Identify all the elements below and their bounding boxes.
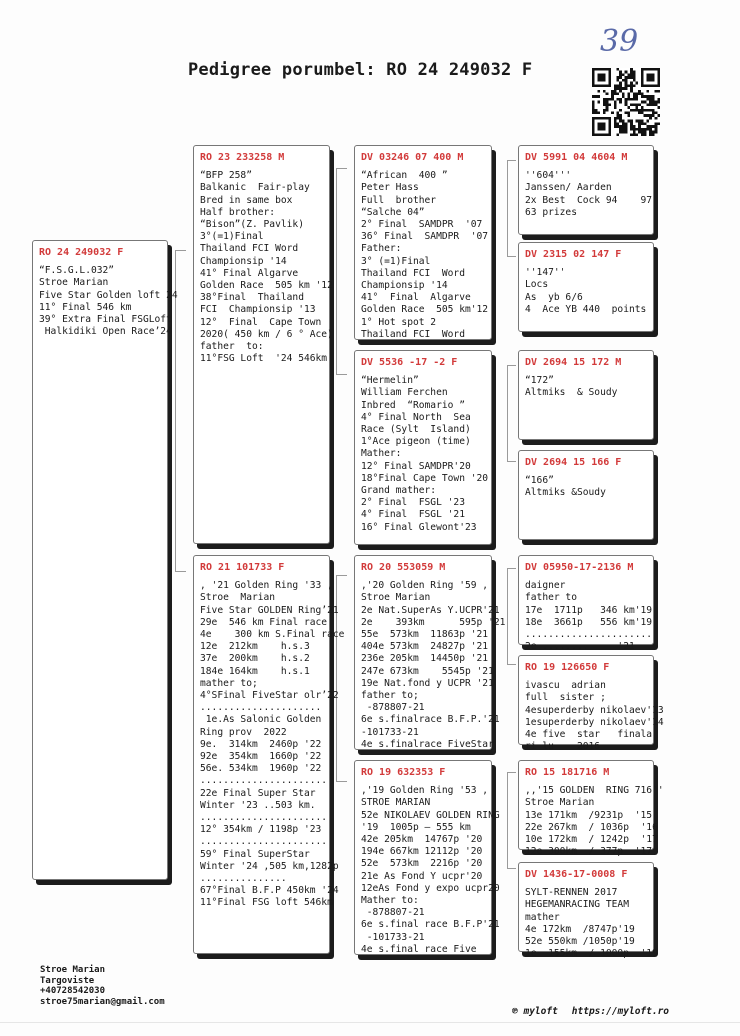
note-line: ..................... — [200, 702, 322, 714]
owner-name: Stroe Marian — [40, 965, 106, 975]
pigeon-card-sire-dam-sire[interactable] — [518, 350, 654, 440]
note-line: Bred in same box — [200, 194, 293, 206]
note-line: 4e 172km /8747p'19 — [525, 923, 635, 935]
ring-number: RO 20 553059 M — [361, 562, 446, 573]
note-line: father to — [525, 592, 577, 604]
note-line: 184e 164km h.s.1 — [200, 665, 310, 677]
note-line: 21e As Fond Y ucpr'20 — [361, 870, 483, 882]
ring-number: DV 5536 -17 -2 F — [361, 357, 458, 368]
note-line: FCI Championsip '13 — [200, 304, 316, 316]
note-line: 41° Final Algarve — [200, 267, 299, 279]
note-line: 11° Final 546 km — [39, 301, 132, 313]
note-line: 4e five star finala — [525, 729, 653, 741]
note-line: 56e. 534km 1960p '22 — [200, 763, 322, 775]
note-line: Thailand FCI Word — [361, 328, 465, 340]
note-line: “172” — [525, 375, 554, 387]
note-line: William Ferchen — [361, 387, 448, 399]
note-line: Altmiks & Soudy — [525, 387, 618, 399]
note-line: Locs — [525, 279, 549, 291]
note-line: 4 Ace YB 440 points — [525, 303, 647, 315]
pedigree-notes — [33, 265, 178, 338]
note-line: -878807-21 — [361, 907, 425, 919]
note-line: Full brother — [361, 194, 437, 206]
note-line: 10e 172km / 1242p '17 — [525, 834, 658, 846]
note-line: ...................... — [200, 812, 328, 824]
note-line: 36° Final SAMDPR '07 — [361, 231, 489, 243]
note-line: 1° Hot spot 2 — [361, 316, 437, 328]
note-line: Five Star Golden loft 24 — [39, 289, 178, 301]
note-line: 9e. 314km 2460p '22 — [200, 738, 322, 750]
note-line: 2x Best Cock 94 97 — [525, 194, 653, 206]
ring-number: DV 2315 02 147 F — [525, 249, 622, 260]
note-line: 4e s.final race Five — [361, 943, 477, 955]
page-title: Pedigree porumbel: RO 24 249032 F — [188, 60, 533, 80]
pedigree-notes — [519, 680, 664, 753]
note-line: 52e 550km /1050p'19 — [525, 936, 635, 948]
note-line: Winter '23 ..503 km. — [200, 799, 316, 811]
note-line: 29e 546 km Final race — [200, 616, 328, 628]
note-line: 11°Final FSG loft 546km — [200, 897, 333, 909]
note-line: 12eAs Fond y expo ucpr20 — [361, 882, 500, 894]
note-line: STROE MARIAN — [361, 797, 431, 809]
note-line: 2e ........ '21 — [525, 641, 635, 653]
pedigree-notes — [519, 475, 653, 499]
note-line: “Hermelin” — [361, 375, 419, 387]
ring-number: DV 2694 15 172 M — [525, 357, 622, 368]
owner-info — [40, 965, 165, 1007]
pedigree-notes — [194, 170, 333, 365]
note-line: , '21 Golden Ring '33 , — [200, 580, 333, 592]
note-line: 16° Final Glewont'23 — [361, 521, 477, 533]
note-line: 4° Final North Sea — [361, 411, 471, 423]
pedigree-notes — [194, 580, 345, 909]
pigeon-card-sire-dam-dam[interactable] — [518, 450, 654, 540]
note-line: Janssen/ Aarden — [525, 182, 612, 194]
pedigree-notes — [519, 785, 664, 858]
ring-number: RO 24 249032 F — [39, 247, 124, 258]
note-line: Mather to: — [361, 895, 419, 907]
note-line: Golden Race 505 km '12 — [200, 280, 333, 292]
note-line: mather to; — [200, 677, 258, 689]
note-line: “African 400 ” — [361, 170, 448, 182]
note-line: 19e Nat.fond y UCPR '21 — [361, 677, 494, 689]
note-line: 59° Final SuperStar — [200, 848, 310, 860]
note-line: 63 prizes — [525, 206, 577, 218]
pedigree-notes — [355, 580, 506, 751]
note-line: full sister ; — [525, 692, 606, 704]
note-line: Peter Hass — [361, 182, 419, 194]
pigeon-card-dam-dam[interactable] — [354, 760, 500, 955]
note-line: As yb 6/6 — [525, 291, 583, 303]
note-line: -878807-21 — [361, 702, 425, 714]
pigeon-card-sire-sire-sire[interactable] — [518, 145, 654, 235]
note-line: 67°Final B.F.P 450km '24 — [200, 885, 339, 897]
myloft-logo — [512, 1006, 669, 1017]
logo-text: myloft — [523, 1006, 558, 1017]
connector-line — [507, 772, 516, 869]
owner-city: Targoviste — [40, 975, 95, 986]
pigeon-card-sire-dam[interactable] — [354, 350, 492, 545]
connector-line — [507, 160, 516, 257]
note-line: 2e 393km 595p '21 — [361, 616, 506, 628]
note-line: Half brother: — [200, 206, 276, 218]
connector-line — [336, 168, 347, 375]
ring-number: DV 03246 07 400 M — [361, 152, 464, 163]
note-line: 37e 200km h.s.2 — [200, 653, 310, 665]
note-line: 13e 171km /9231p '15 — [525, 809, 653, 821]
ring-number: RO 15 181716 M — [525, 767, 610, 778]
note-line: ...................... — [525, 629, 653, 641]
note-line: Mather: — [361, 448, 402, 460]
note-line: Balkanic Fair-play — [200, 182, 310, 194]
note-line: “F.S.G.L.032” — [39, 265, 115, 277]
note-line: 247e 673km 5545p '21 — [361, 665, 494, 677]
note-line: “Bison”(Z. Pavlik) — [200, 219, 304, 231]
pigeon-card-dam-sire-dam[interactable] — [518, 655, 664, 753]
note-line: 41° Final Algarve — [361, 292, 471, 304]
pigeon-card-dam-dam-dam[interactable] — [518, 862, 658, 960]
page-bottom-edge — [0, 1022, 740, 1023]
note-line: 12e 300km / 377p '17 — [525, 846, 653, 858]
note-line: -101733-21 — [361, 726, 419, 738]
note-line: 4e 300 km S.Final race — [200, 629, 345, 641]
note-line: 6e s.final race B.F.P'21 — [361, 919, 500, 931]
note-line: ivascu adrian — [525, 680, 606, 692]
note-line: “166” — [525, 475, 554, 487]
note-line: ...................... — [200, 836, 328, 848]
note-line: 1esuperderby nikolaev'14 — [525, 716, 664, 728]
note-line: 52e 573km 2216p '20 — [361, 858, 483, 870]
note-line: Winter '24 ,505 km,1282p — [200, 860, 339, 872]
pigeon-card-sire-sire-dam[interactable] — [518, 242, 654, 332]
note-line: '19 1005p – 555 km — [361, 821, 471, 833]
note-line: 42e 205km 14767p '20 — [361, 834, 483, 846]
note-line: 2° Final FSGL '23 — [361, 497, 465, 509]
note-line: Halkidiki Open Race’24 — [39, 326, 172, 338]
note-line: “BFP 258” — [200, 170, 252, 182]
note-line: SYLT-RENNEN 2017 — [525, 887, 618, 899]
note-line: 4esuperderby nikolaev'13 — [525, 704, 664, 716]
note-line: Race (Sylt Island) — [361, 424, 471, 436]
ring-number: RO 23 233258 M — [200, 152, 285, 163]
note-line: Stroe Marian — [200, 592, 276, 604]
note-line: 52e NIKOLAEV GOLDEN RING — [361, 809, 500, 821]
pigeon-card-dam-dam-sire[interactable] — [518, 760, 664, 858]
note-line: Stroe Marian — [39, 277, 109, 289]
pigeon-card-dam-sire[interactable] — [354, 555, 506, 750]
note-line: 2e Nat.SuperAs Y.UCPR'21 — [361, 604, 500, 616]
note-line: ,'20 Golden Ring '59 , — [361, 580, 489, 592]
note-line: Inbred “Romario ” — [361, 399, 465, 411]
ring-number: DV 1436-17-0008 F — [525, 869, 628, 880]
note-line: ri lu 2016 — [525, 741, 601, 753]
note-line: daigner — [525, 580, 566, 592]
owner-email: stroe75marian@gmail.com — [40, 996, 165, 1007]
note-line: 4°SFinal FiveStar olr’22 — [200, 690, 339, 702]
pedigree-notes — [519, 267, 653, 316]
pigeon-card-sire-sire[interactable] — [354, 145, 492, 340]
note-line: Championsip '14 — [361, 280, 448, 292]
handwritten-number: 39 — [600, 24, 639, 59]
note-line: 3°(=1)Final — [200, 231, 264, 243]
note-line: 4e s.finalrace FiveStar — [361, 738, 494, 750]
note-line: ............... — [200, 873, 287, 885]
note-line: Father: — [361, 243, 402, 255]
note-line: 194e 667km 12112p '20 — [361, 846, 483, 858]
qr-code-icon — [592, 68, 660, 136]
ring-number: RO 19 126650 F — [525, 662, 610, 673]
pedigree-notes — [519, 375, 653, 399]
pigeon-card-subject[interactable] — [32, 240, 178, 880]
note-line: 22e 267km / 1036p '16 — [525, 821, 658, 833]
note-line: 11°FSG Loft '24 546km — [200, 353, 328, 365]
note-line: “Salche 04” — [361, 206, 425, 218]
note-line: HEGEMANRACING TEAM — [525, 899, 629, 911]
note-line: father to: — [200, 341, 264, 353]
pedigree-notes — [355, 170, 491, 341]
note-line: 236e 205km 14450p '21 — [361, 653, 489, 665]
pedigree-notes — [355, 785, 500, 956]
pigeon-card-dam[interactable] — [193, 555, 345, 954]
note-line: 1e 155km / 1000p '19 — [525, 948, 658, 960]
note-line: 22e Final Super Star — [200, 787, 316, 799]
note-line: 17e 1711p 346 km'19 — [525, 604, 653, 616]
note-line: 1°Ace pigeon (time) — [361, 436, 471, 448]
note-line: father to; — [361, 690, 419, 702]
note-line: ,'19 Golden Ring '53 , — [361, 785, 489, 797]
note-line: 55e 573km 11863p '21 — [361, 629, 489, 641]
note-line: ...................... — [200, 775, 328, 787]
note-line: Thailand FCI Word — [361, 267, 465, 279]
note-line: 92e 354km 1660p '22 — [200, 751, 322, 763]
note-line: 4° Final FSGL '21 — [361, 509, 465, 521]
note-line: 18e 3661p 556 km'19 — [525, 616, 653, 628]
connector-line — [507, 365, 516, 462]
note-line: Championsip '14 — [200, 255, 287, 267]
note-line: Stroe Marian — [525, 797, 595, 809]
ring-number: DV 2694 15 166 F — [525, 457, 622, 468]
owner-phone: +40728542030 — [40, 986, 106, 996]
note-line: Thailand FCI Word — [200, 243, 299, 255]
note-line: Golden Race 505 km'12 — [361, 304, 489, 316]
note-line: Grand mather: — [361, 485, 437, 497]
ring-number: RO 21 101733 F — [200, 562, 285, 573]
note-line: mather — [525, 911, 560, 923]
note-line: 12° 354km / 1198p '23 — [200, 824, 322, 836]
note-line: 6e s.finalrace B.F.P.'21 — [361, 714, 500, 726]
note-line: ''147'' — [525, 267, 566, 279]
site-url[interactable]: https://myloft.ro — [571, 1006, 670, 1017]
note-line: Stroe Marian — [361, 592, 431, 604]
note-line: 12° Final SAMDPR'20 — [361, 460, 471, 472]
connector-line — [507, 568, 516, 665]
ring-number: RO 19 632353 F — [361, 767, 446, 778]
note-line: ''604''' — [525, 170, 572, 182]
note-line: 18°Final Cape Town '20 — [361, 472, 489, 484]
note-line: ,,'15 GOLDEN RING 716'' — [525, 785, 664, 797]
note-line: Altmiks &Soudy — [525, 487, 606, 499]
note-line: 12° Final Cape Town — [200, 316, 322, 328]
pedigree-notes — [519, 887, 658, 960]
note-line: 2° Final SAMDPR '07 — [361, 219, 483, 231]
note-line: 38°Final Thailand — [200, 292, 304, 304]
pigeon-card-dam-sire-sire[interactable] — [518, 555, 654, 653]
ring-number: DV 05950-17-2136 M — [525, 562, 634, 573]
note-line: -101733-21 — [361, 931, 425, 943]
logo-mark-icon: ℗ — [512, 1006, 518, 1017]
note-line: 39° Extra Final FSGLoft — [39, 314, 172, 326]
pedigree-notes — [355, 375, 491, 534]
note-line: 12e 212km h.s.3 — [200, 641, 310, 653]
pedigree-notes — [519, 580, 653, 653]
note-line: 1e.As Salonic Golden — [200, 714, 322, 726]
pedigree-notes — [519, 170, 653, 219]
note-line: Five Star GOLDEN Ring’21 — [200, 604, 339, 616]
note-line: 404e 573km 24827p '21 — [361, 641, 489, 653]
note-line: 2020( 450 km / 6 ° Ace) — [200, 328, 333, 340]
ring-number: DV 5991 04 4604 M — [525, 152, 628, 163]
pigeon-card-sire[interactable] — [193, 145, 333, 544]
note-line: Ring prov 2022 — [200, 726, 287, 738]
note-line: 3° (=1)Final — [361, 255, 431, 267]
